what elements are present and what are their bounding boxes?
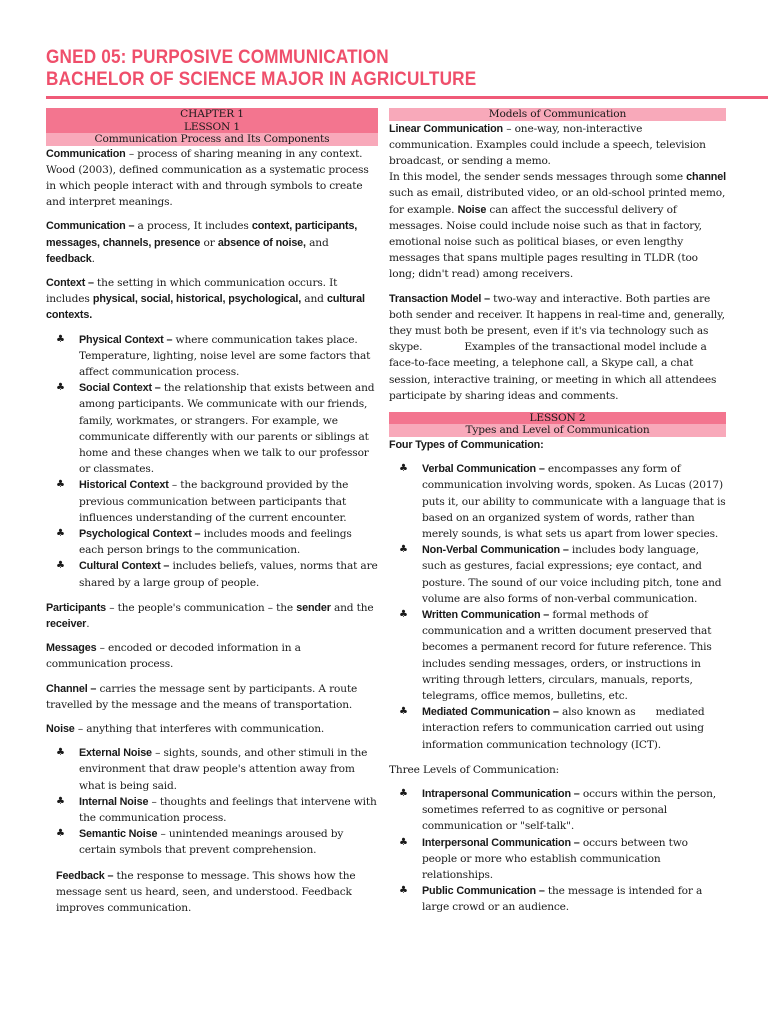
text: carries the message sent by participants. A route travelled by the message and the means of transportation. — [46, 682, 358, 711]
text: – thoughts and feelings that intervene with the communication process. — [79, 795, 377, 825]
term: Semantic Noise — [79, 828, 158, 841]
text: two-way and interactive. Both parties are both sender and receiver. It happens in real-time and, generally, they must both be present, even if it's via technology such as skype. — [389, 292, 725, 354]
text: . — [86, 617, 90, 630]
text: and the — [330, 601, 374, 614]
messages-definition — [46, 640, 378, 672]
term: Messages — [46, 642, 97, 655]
term: Noise — [46, 723, 75, 735]
term: Intrapersonal Communication – — [422, 788, 580, 801]
feedback-definition — [46, 868, 378, 917]
channel-definition — [46, 681, 378, 713]
header-rule — [46, 96, 768, 99]
text: – the background provided by the previous communication between participants that influences understanding of the current encounter. — [79, 479, 349, 524]
list-item — [46, 526, 378, 558]
club-suit-icon: ♣ — [399, 836, 408, 848]
right-column — [389, 108, 726, 925]
club-suit-icon: ♣ — [399, 463, 408, 475]
text: In this model, the sender sends messages through some — [389, 171, 687, 184]
term: Linear Communication — [389, 122, 503, 135]
left-column — [46, 108, 378, 924]
lesson2-title-band: Types and Level of Communication — [389, 424, 726, 437]
list-item — [46, 794, 378, 826]
text: can affect the successful delivery of messages. Noise could include noise such as that in factory, emotional noise such as political biases, or even lengthy messages that spans multiple pages resulting in TLDR (too long; didn't read) among receivers. — [389, 203, 702, 281]
list-item — [46, 380, 378, 477]
term: Mediated Communication – — [422, 706, 559, 719]
term: Communication – — [46, 220, 135, 233]
club-suit-icon: ♣ — [399, 544, 408, 556]
text: – anything that interferes with communication. — [74, 723, 325, 735]
text: and — [305, 236, 329, 249]
club-suit-icon: ♣ — [399, 885, 408, 897]
communication-definition — [46, 146, 378, 211]
term: Non-Verbal Communication – — [422, 544, 569, 557]
document-header — [46, 46, 535, 90]
bold-text: cultural contexts. — [46, 293, 365, 322]
text: the setting in which communication occurs. It includes — [46, 276, 338, 306]
term: Psychological Context – — [79, 527, 201, 540]
list-item — [46, 745, 378, 794]
linear-definition — [389, 121, 726, 170]
text: or — [200, 236, 218, 249]
club-suit-icon: ♣ — [399, 706, 408, 718]
text: also known as — [558, 706, 636, 719]
text: the response to message. This shows how the message sent us heard, seen, and understood. Feedback improves communication. — [56, 869, 356, 915]
text: . — [91, 252, 95, 265]
text: Examples of the transactional model include a face-to-face meeting, a telephone call, a Skype call, a chat session, interactive training, or meeting in which all attendees participate by sharing ideas and comments. — [389, 341, 717, 402]
bold-text: absence of noise, — [217, 236, 306, 249]
club-suit-icon: ♣ — [56, 333, 65, 345]
club-suit-icon: ♣ — [399, 788, 408, 800]
term: Context – — [46, 276, 94, 289]
chapter-band: CHAPTER 1 — [46, 108, 378, 121]
text: and — [301, 293, 327, 306]
bold-text: receiver — [46, 617, 87, 630]
participants-definition — [46, 600, 378, 632]
models-band: Models of Communication — [389, 108, 726, 121]
text: such as email, distributed video, or an old-school printed memo, for example. — [389, 187, 726, 216]
list-item — [46, 332, 378, 381]
term: Feedback – — [56, 869, 114, 882]
program-title: BACHELOR OF SCIENCE MAJOR IN AGRICULTURE — [46, 68, 477, 90]
text: – unintended meanings aroused by certain symbols that prevent comprehension. — [79, 828, 344, 857]
term: Transaction Model – — [389, 292, 490, 305]
term: Written Communication – — [422, 608, 550, 621]
noise-definition — [46, 721, 378, 737]
term: Channel – — [46, 682, 97, 695]
context-list — [46, 332, 378, 591]
definition-text: – process of sharing meaning in any context. Wood (2003), defined communication as a systematic process in which people interact with and through symbols to create and interpret meanings. — [46, 147, 369, 209]
levels-list — [389, 786, 726, 916]
term: Cultural Context – — [79, 560, 170, 573]
context-definition — [46, 275, 378, 324]
bold-text: Noise — [457, 203, 487, 216]
three-levels-heading: Three Levels of Communication: — [389, 763, 560, 776]
text: the message is intended for a large crowd or an audience. — [422, 885, 703, 914]
term: Verbal Communication – — [422, 463, 545, 476]
list-item — [389, 461, 726, 542]
club-suit-icon: ♣ — [56, 560, 65, 572]
term: External Noise — [79, 747, 152, 760]
term: Participants — [46, 601, 107, 614]
list-item — [46, 826, 378, 858]
list-item — [389, 883, 726, 915]
communication-process — [46, 218, 378, 267]
text: occurs between two people or more who establish communication relationships. — [422, 836, 688, 882]
text: includes body language, such as gestures, facial expressions; eye contact, and posture. The sound of our voice including pitch, tone and volume are also forms of non-verbal communication. — [422, 544, 722, 605]
list-item — [389, 607, 726, 704]
text: the relationship that exists between and among participants. We communicate with our friends, family, workmates, or strangers. For example, we communicate differently with our parents or siblings at home and these changes when we talk to our professor or classmates. — [79, 382, 375, 476]
term: Interpersonal Communication – — [422, 836, 580, 849]
text: – encoded or decoded information in a communication process. — [46, 642, 301, 671]
text: occurs within the person, sometimes referred to as cognitive or personal communication or "self-talk". — [422, 788, 716, 833]
text: includes moods and feelings each person brings to the communication. — [79, 527, 352, 557]
club-suit-icon: ♣ — [56, 527, 65, 539]
club-suit-icon: ♣ — [56, 382, 65, 394]
list-item — [46, 558, 378, 590]
four-types-heading: Four Types of Communication: — [389, 438, 544, 451]
text: mediated interaction refers to communication carried out using information communication technology (ICT). — [422, 706, 705, 751]
noise-list — [46, 745, 378, 858]
text: includes beliefs, values, norms that are shared by a large group of people. — [79, 560, 378, 589]
term: Communication — [46, 147, 126, 160]
list-item — [389, 704, 726, 753]
term: Physical Context – — [79, 333, 173, 346]
text: formal methods of communication and a written document preserved that becomes a permanent record for future reference. This includes sending messages, orders, or instructions in writing through letters, circulars, manuals, reports, telegrams, office memos, bulletins, etc. — [422, 608, 712, 702]
term: Public Communication – — [422, 885, 545, 898]
list-item — [389, 542, 726, 607]
text: encompasses any form of communication involving words, spoken. As Lucas (2017) puts it, our ability to communicate with a language that is based on an organized system of words, rather than merely sounds, is what sets us apart from lower species. — [422, 463, 726, 540]
list-item — [46, 477, 378, 526]
club-suit-icon: ♣ — [56, 747, 65, 759]
list-item — [389, 835, 726, 884]
types-list — [389, 461, 726, 753]
club-suit-icon: ♣ — [56, 479, 65, 491]
linear-explanation — [389, 169, 726, 282]
bold-text: channel — [686, 171, 726, 184]
term: Internal Noise — [79, 795, 149, 808]
term: Social Context – — [79, 382, 161, 395]
text: – sights, sounds, and other stimuli in the environment that draw people's attention away from what is being said. — [79, 747, 368, 792]
bold-text: sender — [296, 601, 331, 614]
bold-text: feedback — [46, 252, 92, 265]
text: – the people's communication – the — [106, 601, 297, 614]
list-item — [389, 786, 726, 835]
lesson2-band: LESSON 2 — [389, 412, 726, 425]
club-suit-icon: ♣ — [399, 608, 408, 620]
transaction-definition — [389, 291, 726, 404]
text: – one-way, non-interactive communication. Examples could include a speech, television broadcast, or sending a memo. — [389, 122, 706, 167]
bold-text: context, participants, messages, channels, presence — [46, 220, 358, 249]
course-title: GNED 05: PURPOSIVE COMMUNICATION — [46, 46, 389, 68]
text: a process, It includes — [134, 220, 252, 233]
bold-text: physical, social, historical, psychological, — [92, 293, 302, 306]
lesson-title-band: Communication Process and Its Components — [46, 133, 378, 146]
text: where communication takes place. Temperature, lighting, noise level are some factors that affect communication process. — [79, 333, 371, 378]
club-suit-icon: ♣ — [56, 795, 65, 807]
club-suit-icon: ♣ — [56, 828, 65, 840]
term: Historical Context — [79, 479, 169, 492]
lesson-band: LESSON 1 — [46, 121, 378, 134]
